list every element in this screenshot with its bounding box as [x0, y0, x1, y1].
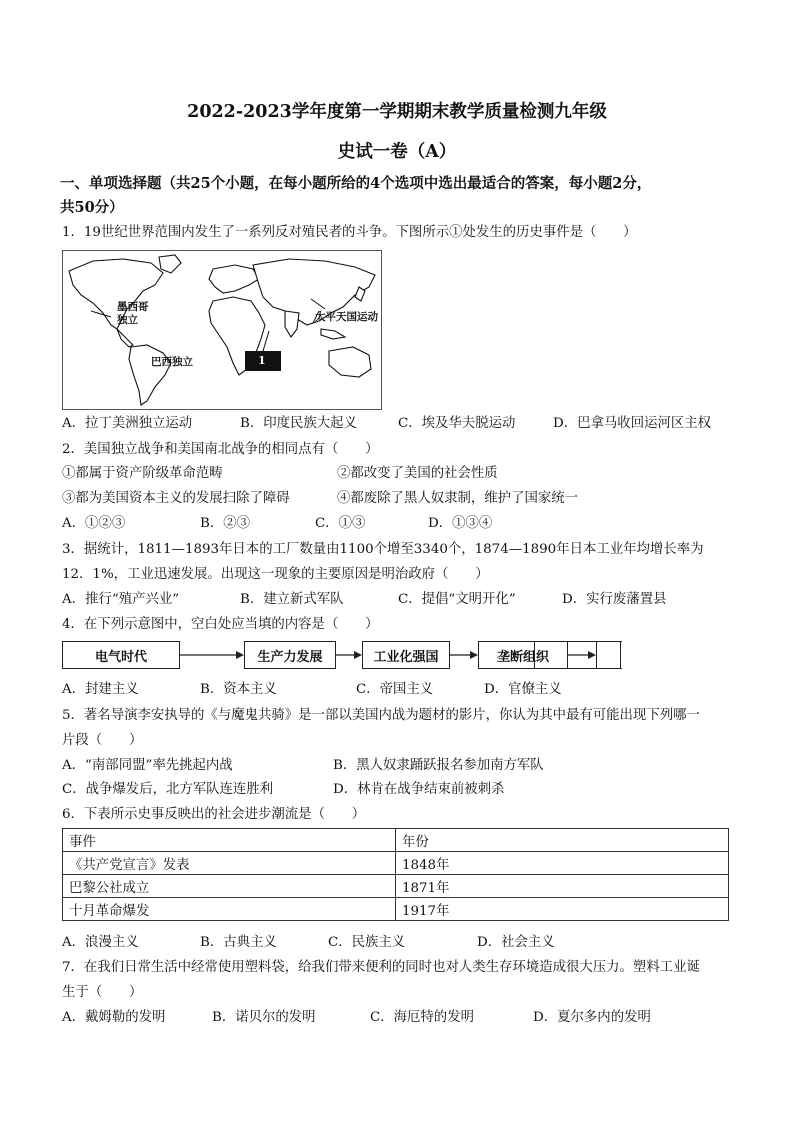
- question-2-stem: 2．美国独立战争和美国南北战争的相同点有（ ）: [62, 442, 379, 457]
- map-label-mexico-line2: 独立: [117, 314, 138, 326]
- q6-option-c[interactable]: C．民族主义: [328, 935, 406, 950]
- flow-box-1: 电气时代: [62, 641, 180, 669]
- map-label-brazil: 巴西独立: [151, 356, 193, 368]
- q1-option-d[interactable]: D．巴拿马收回运河区主权: [553, 416, 712, 431]
- q2-item-4: ④都废除了黑人奴隶制，维护了国家统一: [337, 491, 579, 506]
- table-header-year: 年份: [396, 829, 729, 852]
- q1-option-a[interactable]: A．拉丁美洲独立运动: [62, 416, 193, 431]
- q7-option-a[interactable]: A．戴姆勒的发明: [62, 1010, 166, 1025]
- q4-option-a[interactable]: A．封建主义: [62, 682, 139, 697]
- q1-option-b[interactable]: B．印度民族大起义: [240, 416, 357, 431]
- question-7-stem: 7．在我们日常生活中经常使用塑料袋，给我们带来便利的同时也对人类生存环境造成很大压力。塑料工业诞: [62, 960, 700, 975]
- q5-option-d[interactable]: D．林肯在战争结束前被刺杀: [333, 782, 505, 797]
- q4-option-d[interactable]: D．官僚主义: [484, 682, 562, 697]
- flow-arrow-1: [180, 647, 244, 663]
- map-marker-1: 1: [258, 354, 266, 367]
- page-title: 2022-2023学年度第一学期期末教学质量检测九年级: [187, 102, 607, 122]
- section-heading-cont: 共50分）: [60, 199, 124, 216]
- question-3-stem: 3．据统计，1811—1893年日本的工厂数量由1100个增至3340个，1874—1890年日本工业年均增长率为: [62, 542, 704, 557]
- map-label-mexico: [117, 301, 149, 327]
- q7-option-d[interactable]: D．夏尔多内的发明: [533, 1010, 651, 1025]
- question-3-stem-cont: 12．1%，工业迅速发展。出现这一现象的主要原因是明治政府（ ）: [62, 567, 489, 582]
- q7-option-b[interactable]: B．诺贝尔的发明: [212, 1010, 316, 1025]
- q2-option-a[interactable]: A．①②③: [62, 516, 126, 531]
- table-cell-year: 1848年: [396, 852, 729, 875]
- table-cell-event: 十月革命爆发: [63, 898, 396, 921]
- flow-arrow-3: [450, 647, 478, 663]
- q3-option-a[interactable]: A．推行“殖产兴业”: [62, 592, 180, 607]
- table-header-row: [63, 829, 729, 852]
- table-row: [63, 875, 729, 898]
- q2-item-3: ③都为美国资本主义的发展扫除了障碍: [62, 491, 290, 506]
- map-label-taiping: 太平天国运动: [315, 311, 378, 323]
- question-4-stem: 4．在下列示意图中，空白处应当填的内容是（ ）: [62, 617, 379, 632]
- flow-box-2: 生产力发展: [244, 641, 336, 669]
- table-cell-event: 巴黎公社成立: [63, 875, 396, 898]
- q5-option-b[interactable]: B．黑人奴隶踊跃报名参加南方军队: [333, 758, 544, 773]
- q4-option-c[interactable]: C．帝国主义: [356, 682, 434, 697]
- q3-option-d[interactable]: D．实行废藩置县: [562, 592, 667, 607]
- table-cell-event: 《共产党宣言》发表: [63, 852, 396, 875]
- q2-option-b[interactable]: B．②③: [200, 516, 251, 531]
- page-subtitle: 史试一卷（A）: [337, 142, 457, 162]
- map-label-mexico-line1: 墨西哥: [117, 301, 149, 313]
- question-5-stem-cont: 片段（ ）: [62, 733, 143, 748]
- q6-option-d[interactable]: D．社会主义: [477, 935, 555, 950]
- q5-option-a[interactable]: A．“南部同盟”率先挑起内战: [62, 758, 233, 773]
- section-heading: 一、单项选择题（共25个小题，在每小题所给的4个选项中选出最适合的答案，每小题2分，: [60, 175, 652, 192]
- q7-option-c[interactable]: C．海厄特的发明: [370, 1010, 474, 1025]
- flow-blank-answer-box: [534, 641, 621, 669]
- flow-box-3: 工业化强国: [362, 641, 450, 669]
- table-cell-year: 1871年: [396, 875, 729, 898]
- flow-box-4: 垄断组织: [478, 641, 568, 669]
- question-1-stem: 1．19世纪世界范围内发生了一系列反对殖民者的斗争。下图所示①处发生的历史事件是（ ）: [62, 225, 637, 240]
- q2-option-c[interactable]: C．①③: [315, 516, 366, 531]
- table-row: [63, 852, 729, 875]
- question-6-stem: 6．下表所示史事反映出的社会进步潮流是（ ）: [62, 807, 366, 822]
- q3-option-c[interactable]: C．提倡“文明开化”: [398, 592, 516, 607]
- q3-option-b[interactable]: B．建立新式军队: [240, 592, 344, 607]
- q2-item-1: ①都属于资产阶级革命范畴: [62, 466, 223, 481]
- q5-option-c[interactable]: C．战争爆发后，北方军队连连胜利: [62, 782, 274, 797]
- table-header-event: 事件: [63, 829, 396, 852]
- q4-option-b[interactable]: B．资本主义: [200, 682, 277, 697]
- world-map-svg: [63, 251, 381, 409]
- world-map: [62, 250, 382, 410]
- table-cell-year: 1917年: [396, 898, 729, 921]
- question-5-stem: 5．著名导演李安执导的《与魔鬼共骑》是一部以美国内战为题材的影片，你认为其中最有可能出现下列哪一: [62, 708, 700, 723]
- table-row: [63, 898, 729, 921]
- q2-option-d[interactable]: D．①③④: [428, 516, 493, 531]
- q6-option-b[interactable]: B．古典主义: [200, 935, 277, 950]
- q1-option-c[interactable]: C．埃及华夫脱运动: [398, 416, 516, 431]
- question-7-stem-cont: 生于（ ）: [62, 985, 143, 1000]
- q6-option-a[interactable]: A．浪漫主义: [62, 935, 139, 950]
- flow-arrow-2: [336, 647, 362, 663]
- events-table: [62, 828, 729, 921]
- q2-item-2: ②都改变了美国的社会性质: [337, 466, 498, 481]
